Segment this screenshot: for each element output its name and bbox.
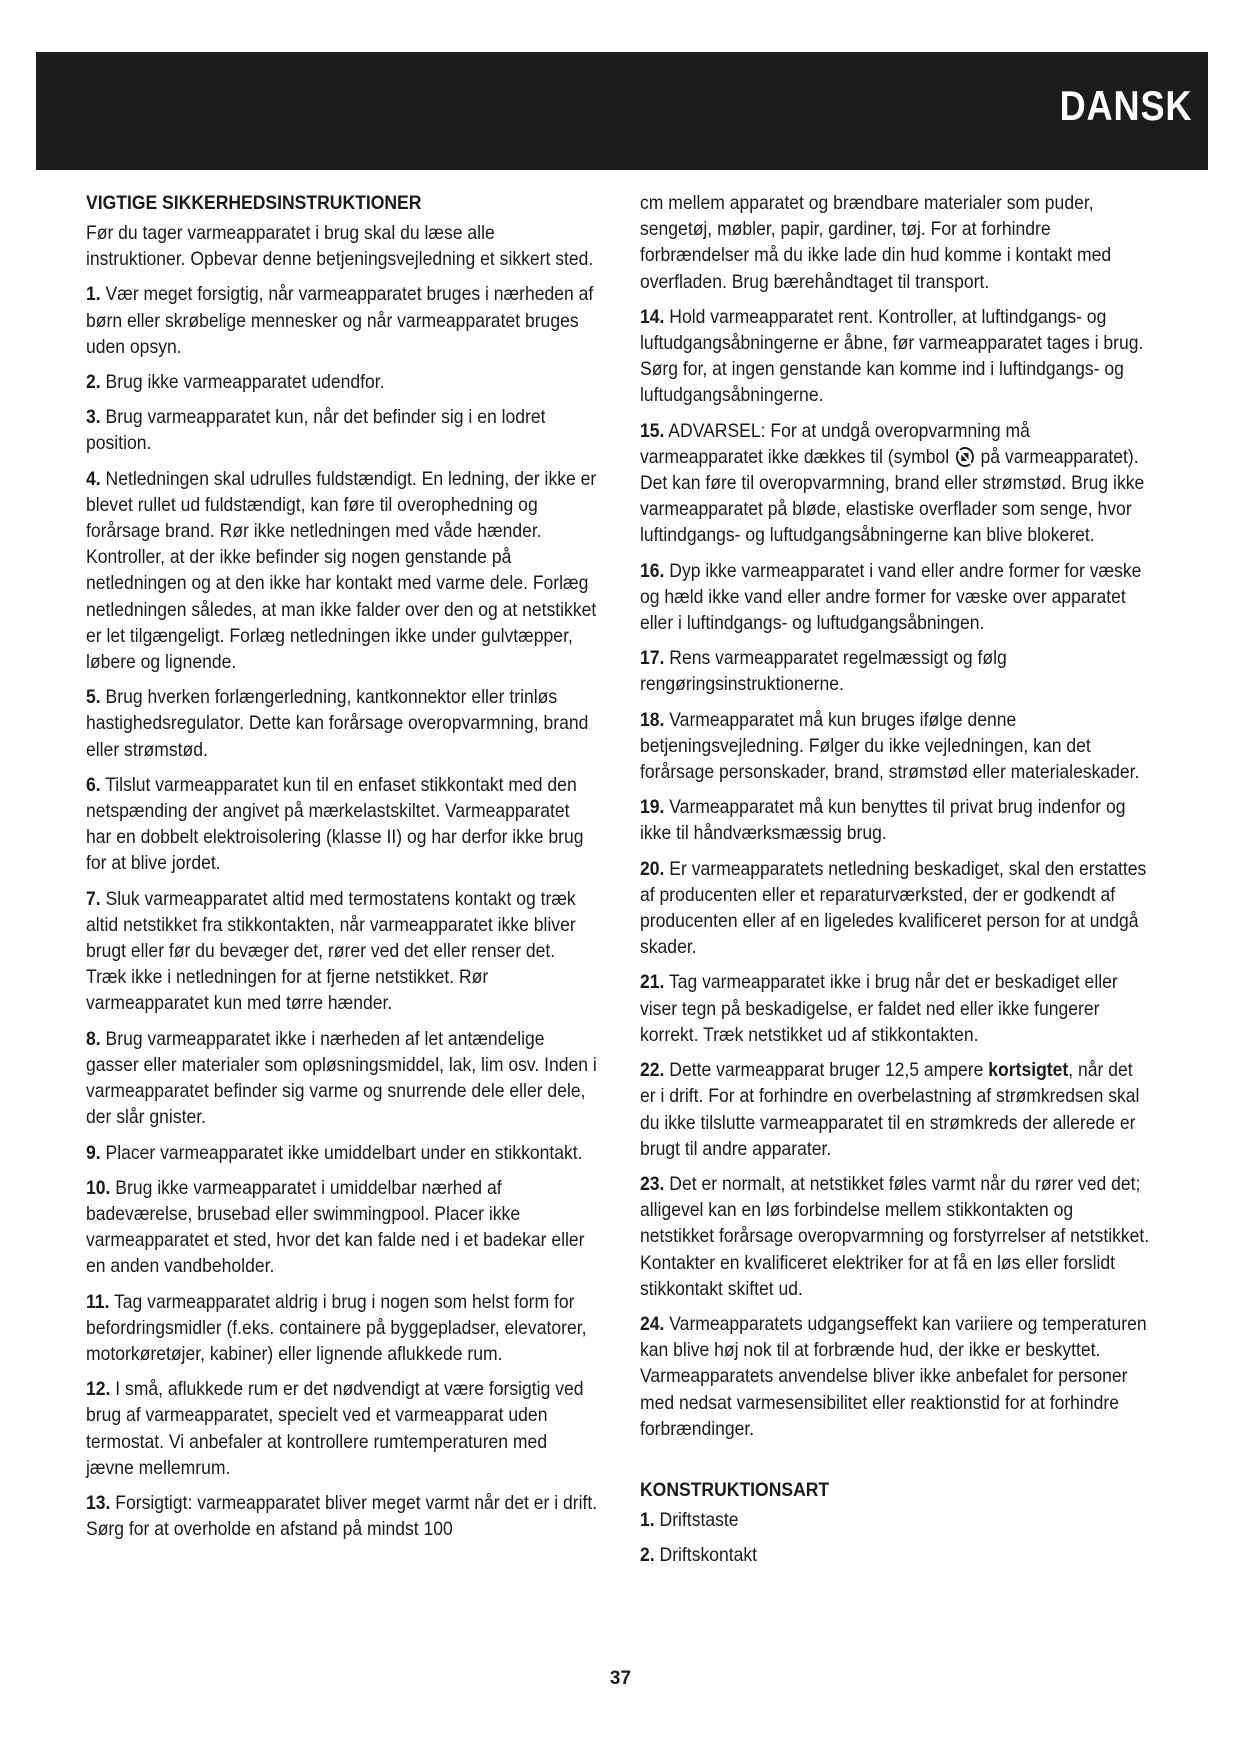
item-number: 21. [640, 971, 665, 994]
item-text: Er varmeapparatets netledning beskadiget, skal den erstattes af producenten eller et reparaturværksted, der er godkendt af producenten eller af en ligeledes kvalificeret person for at undgå skader. [640, 857, 1147, 959]
list-item [86, 1140, 598, 1166]
item-text: på varmeapparatet). Det kan føre til overopvarmning, brand eller strømstød. Brug ikke varmeapparatet på bløde, elastiske overflader som senge, hvor luftindgangs- og luftudgangsåbningerne kan blive blokeret. [640, 445, 1145, 547]
item-number: 18. [640, 708, 665, 731]
item-number: 6. [86, 773, 101, 796]
item-number: 9. [86, 1141, 101, 1164]
item-number: 12. [86, 1378, 111, 1401]
list-item [640, 1311, 1152, 1442]
item-text: Dyp ikke varmeapparatet i vand eller andre former for væske og hæld ikke vand eller andre former for væske over apparatet eller i luftindgangs- og luftudgangsåbningen. [640, 559, 1142, 635]
construction-list [640, 1507, 1152, 1568]
list-item [640, 707, 1152, 786]
list-item [86, 1175, 598, 1280]
list-item [640, 645, 1152, 697]
item-number: 10. [86, 1176, 111, 1199]
item-text: Brug hverken forlængerledning, kantkonnektor eller trinløs hastighedsregulator. Dette kan forårsage overopvarmning, brand eller strømstød. [86, 686, 589, 761]
item-text: Brug ikke varmeapparatet i umiddelbar nærhed af badeværelse, brusebad eller swimmingpool. Placer ikke varmeapparatet et sted, hvor det kan falde ned i et badekar eller en anden vandbeholder. [86, 1176, 585, 1278]
item-text: Det er normalt, at netstikket føles varmt når du rører ved det; alligevel kan en løs forbindelse mellem stikkontakten og netstikket forårsage overopvarmning og forstyrrelser af netstikket. Kontakter en kvalificeret elektriker for at få en løs eller forslidt stikkontakt skiftet ud. [640, 1172, 1150, 1300]
item-text: Brug varmeapparatet ikke i nærheden af let antændelige gasser eller materialer som opløsningsmiddel, lak, lim osv. Inden i varmeapparatet befinder sig varme og snurrende dele eller dele, der slår gnister. [86, 1027, 597, 1129]
item-number: 7. [86, 887, 101, 910]
list-item [640, 1507, 1152, 1533]
item-text: Vær meget forsigtig, når varmeapparatet bruges i nærheden af børn eller skrøbelige mennesker og når varmeapparatet bruges uden opsyn. [86, 283, 594, 358]
list-item [640, 969, 1152, 1048]
list-item [86, 466, 598, 676]
item-text: Dette varmeapparat bruger 12,5 ampere [669, 1059, 984, 1082]
list-item [640, 558, 1152, 637]
list-item [86, 1289, 598, 1368]
right-column [640, 190, 1152, 1577]
item-number: 19. [640, 796, 665, 819]
item-text: Forsigtigt: varmeapparatet bliver meget varmt når det er i drift. Sørg for at overholde en afstand på mindst 100 [86, 1491, 598, 1541]
continuation-paragraph: cm mellem apparatet og brændbare materialer som puder, sengetøj, møbler, papir, gardiner, tøj. For at forhindre forbrændelser må du ikke lade din hud komme i kontakt med overfladen. Brug bærehåndtaget til transport. [640, 192, 1112, 293]
item-text: Tag varmeapparatet aldrig i brug i nogen som helst form for befordringsmidler (f.eks. containere på byggepladser, elevatorer, motorkøretøjer, kabiner) eller lignende aflukkede rum. [86, 1290, 587, 1365]
item-number: 14. [640, 305, 665, 328]
item-number: 3. [86, 406, 101, 429]
list-item [640, 794, 1152, 846]
language-title: DANSK [1059, 82, 1192, 129]
item-text: Brug varmeapparatet kun, når det befinder sig i en lodret position. [86, 406, 546, 455]
item-text: Varmeapparatets udgangseffekt kan variiere og temperaturen kan blive høj nok til at forbrænde hud, der ikke er beskyttet. Varmeapparatets anvendelse bliver ikke anbefalet for personer med nedsat varmesensibilitet eller reaktionstid for at forhindre forbrændinger. [640, 1312, 1147, 1440]
item-number: 15. [640, 419, 665, 442]
list-item [640, 1057, 1152, 1162]
item-text: Hold varmeapparatet rent. Kontroller, at luftindgangs- og luftudgangsåbningerne er åbne, før varmeapparatet tages i brug. Sørg for, at ingen genstande kan komme ind i luftindgangs- og luftudgangsåbningerne. [640, 305, 1144, 407]
item-number: 2. [86, 371, 101, 394]
item-text-bold: kortsigtet [988, 1059, 1069, 1082]
page-number: 37 [609, 1668, 632, 1689]
item-text: Brug ikke varmeapparatet udendfor. [105, 371, 385, 394]
list-item [86, 281, 598, 360]
item-text: Varmeapparatet må kun bruges ifølge denne betjeningsvejledning. Følger du ikke vejledningen, kan det forårsage personskader, brand, strømstød eller materialeskader. [640, 708, 1140, 784]
list-item [640, 418, 1152, 549]
item-number: 4. [86, 467, 101, 490]
item-text: Driftstaste [659, 1508, 739, 1531]
list-item [86, 684, 598, 763]
construction-heading: KONSTRUKTIONSART [640, 1478, 830, 1501]
safety-list-left [86, 281, 598, 1542]
item-number: 23. [640, 1172, 665, 1195]
item-number: 1. [640, 1508, 655, 1531]
item-number: 22. [640, 1059, 665, 1082]
item-number: 13. [86, 1491, 111, 1514]
item-text: Driftskontakt [659, 1544, 758, 1567]
list-item [86, 772, 598, 877]
item-number: 20. [640, 857, 665, 880]
header-edge [1206, 52, 1208, 170]
item-number: 17. [640, 647, 665, 670]
list-item [86, 1026, 598, 1131]
list-item [86, 369, 598, 395]
item-text: Tilslut varmeapparatet kun til en enfaset stikkontakt med den netspænding der angivet på mærkelastskiltet. Varmeapparatet har en dobbelt elektroisolering (klasse II) og har derfor ikke brug for at blive jordet. [86, 773, 584, 875]
item-text: , når det er i drift. For at forhindre en overbelastning af strømkredsen skal du ikke tilslutte varmeapparatet til en strømkreds der allerede er brugt til andre apparater. [640, 1059, 1140, 1160]
item-text: Placer varmeapparatet ikke umiddelbart under en stikkontakt. [105, 1141, 583, 1164]
item-number: 16. [640, 559, 665, 582]
list-item [86, 1490, 598, 1542]
item-number: 24. [640, 1312, 665, 1335]
item-text: Varmeapparatet må kun benyttes til privat brug indenfor og ikke til håndværksmæssig brug. [640, 796, 1126, 845]
list-item [640, 1542, 1152, 1568]
list-item [640, 856, 1152, 961]
do-not-cover-icon [956, 447, 974, 467]
list-item [640, 304, 1152, 409]
item-text: Tag varmeapparatet ikke i brug når det er beskadiget eller viser tegn på beskadigelse, er faldet ned eller ikke fungerer korrekt. Træk netstikket ud af stikkontakten. [640, 971, 1118, 1046]
left-column [86, 190, 598, 1551]
item-text: Netledningen skal udrulles fuldstændigt. En ledning, der ikke er blevet rullet ud fuldstændigt, kan føre til overophedning og forårsage brand. Rør ikke netledningen med våde hænder. Kontroller, at der ikke befinder sig nogen genstande på netledningen og at den ikke har kontakt med varme dele. Forlæg netledningen således, at man ikke falder over den og at netstikket er let tilgængeligt. Forlæg netledningen ikke under gulvtæpper, løbere og lignende. [86, 467, 597, 674]
item-text: Sluk varmeapparatet altid med termostatens kontakt og træk altid netstikket fra stikkontakten, når varmeapparatet ikke bliver brugt eller før du bevæger det, rører ved det eller renser det. Træk ikke i netledningen for at fjerne netstikket. Rør varmeapparatet kun med tørre hænder. [86, 887, 576, 1015]
safety-list-right-c [640, 1171, 1152, 1442]
list-item [86, 886, 598, 1017]
item-number: 1. [86, 283, 101, 306]
list-item [640, 1171, 1152, 1302]
item-text: ADVARSEL: For at undgå overopvarmning må varmeapparatet ikke dækkes til (symbol [640, 419, 1030, 468]
header-band [36, 52, 1206, 170]
item-number: 8. [86, 1027, 101, 1050]
item-text: Rens varmeapparatet regelmæssigt og følg rengøringsinstruktionerne. [640, 647, 1007, 696]
item-number: 2. [640, 1544, 655, 1567]
safety-list-right-b [640, 558, 1152, 1048]
safety-list-right-a [640, 304, 1152, 409]
list-item [86, 404, 598, 456]
item-number: 5. [86, 686, 101, 709]
item-number: 11. [86, 1290, 110, 1313]
list-item [86, 1376, 598, 1481]
item-text: I små, aflukkede rum er det nødvendigt at være forsigtig ved brug af varmeapparatet, specielt ved et varmeapparat uden termostat. Vi anbefaler at kontrollere rumtemperaturen med jævne mellemrum. [86, 1378, 584, 1479]
intro-paragraph: Før du tager varmeapparatet i brug skal du læse alle instruktioner. Opbevar denne betjeningsvejledning et sikkert sted. [86, 222, 594, 271]
safety-heading: VIGTIGE SIKKERHEDSINSTRUKTIONER [86, 192, 422, 214]
